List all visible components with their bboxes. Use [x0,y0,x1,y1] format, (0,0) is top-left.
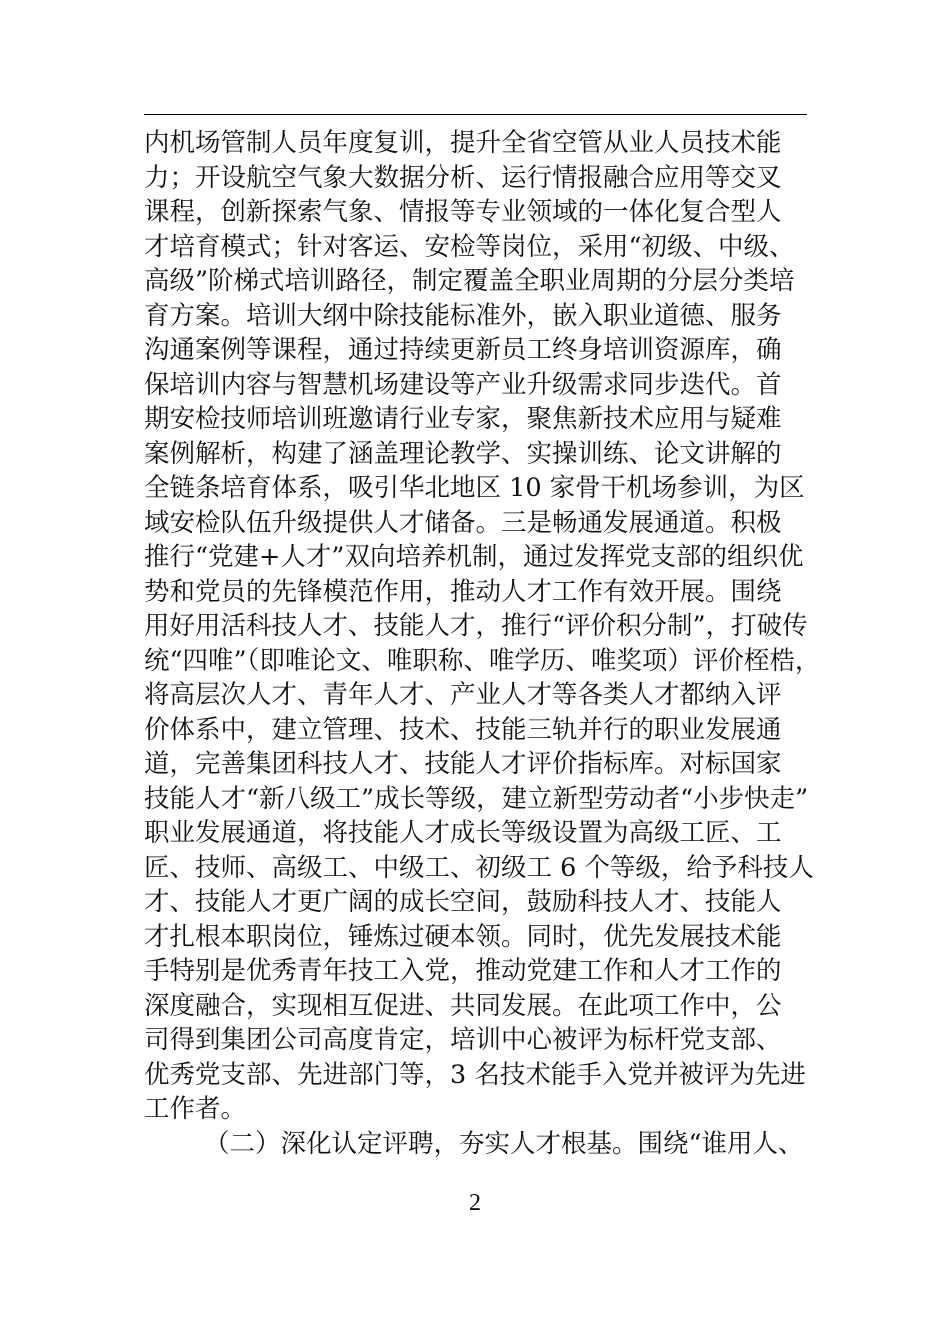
text-line: 推行“党建+人才”双向培养机制，通过发挥党支部的组织优 [144,542,804,572]
text-line: 技能人才“新八级工”成长等级，建立新型劳动者“小步快走” [144,783,809,814]
text-line: 司得到集团公司高度肯定，培训中心被评为标杆党支部、 [144,1025,782,1055]
text-line: 全链条培育体系，吸引华北地区 10 家骨干机场参训，为区 [144,473,805,503]
text-line: 匠、技师、高级工、中级工、初级工 6 个等级，给予科技人 [144,852,814,883]
text-line: 力；开设航空气象大数据分析、运行情报融合应用等交叉 [144,162,782,193]
text-line: 内机场管制人员年度复训，提升全省空管从业人员技术能 [144,128,782,158]
text-line: 职业发展通道，将技能人才成长等级设置为高级工匠、工 [144,818,782,848]
text-line: 深度融合，实现相互促进、共同发展。在此项工作中，公 [144,990,782,1021]
text-line: 高级”阶梯式培训路径，制定覆盖全职业周期的分层分类培 [144,266,795,296]
page-number: 2 [469,1190,481,1216]
header-rule [144,114,807,115]
text-line: 才培育模式；针对客运、安检等岗位，采用“初级、中级、 [144,231,795,262]
text-line: 期安检技师培训班邀请行业专家，聚焦新技术应用与疑难 [144,404,782,434]
text-line: 才、技能人才更广阔的成长空间，鼓励科技人才、技能人 [144,887,782,917]
text-line: 用好用活科技人才、技能人才，推行“评价积分制”，打破传 [144,611,808,641]
text-line: 保培训内容与智慧机场建设等产业升级需求同步迭代。首 [144,369,782,400]
text-line: 优秀党支部、先进部门等，3 名技术能手入党并被评为先进 [144,1059,806,1090]
text-line: 才扎根本职岗位，锤炼过硬本领。同时，优先发展技术能 [144,921,782,952]
section-heading: （二）深化认定评聘，夯实人才根基。围绕“谁用人、 [204,1128,804,1159]
text-line: 统“四唯”（即唯论文、唯职称、唯学历、唯奖项）评价桎梏， [144,645,821,676]
text-line: 育方案。培训大纲中除技能标准外，嵌入职业道德、服务 [144,300,782,331]
text-line: 势和党员的先锋模范作用，推动人才工作有效开展。围绕 [144,576,782,607]
text-line: 工作者。 [144,1094,247,1124]
text-line: 道，完善集团科技人才、技能人才评价指标库。对标国家 [144,749,782,779]
text-line: 手特别是优秀青年技工入党，推动党建工作和人才工作的 [144,956,782,986]
text-line: 域安检队伍升级提供人才储备。三是畅通发展通道。积极 [144,507,782,538]
text-line: 课程，创新探索气象、情报等专业领域的一体化复合型人 [144,197,782,227]
text-line: 价体系中，建立管理、技术、技能三轨并行的职业发展通 [144,714,782,745]
text-line: 案例解析，构建了涵盖理论教学、实操训练、论文讲解的 [144,438,782,469]
text-line: 沟通案例等课程，通过持续更新员工终身培训资源库，确 [144,335,782,365]
body-text [144,126,844,1161]
text-line: 将高层次人才、青年人才、产业人才等各类人才都纳入评 [144,680,782,710]
